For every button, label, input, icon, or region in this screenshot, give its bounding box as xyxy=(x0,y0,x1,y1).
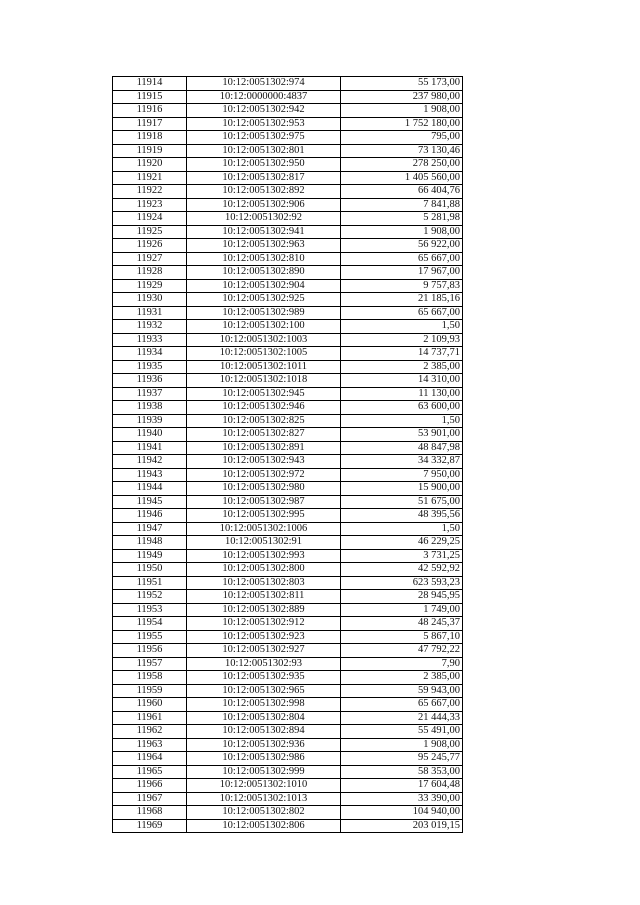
table-row xyxy=(113,509,463,523)
cadastral-value-cell: 15 900,00 xyxy=(341,482,463,496)
cadastral-number-cell: 10:12:0051302:995 xyxy=(187,509,341,523)
table-row xyxy=(113,428,463,442)
table-row xyxy=(113,266,463,280)
cadastral-value-cell: 48 847,98 xyxy=(341,441,463,455)
cadastral-number-cell: 10:12:0051302:972 xyxy=(187,468,341,482)
cadastral-number-cell: 10:12:0051302:93 xyxy=(187,657,341,671)
cadastral-number-cell: 10:12:0051302:912 xyxy=(187,617,341,631)
row-number-cell: 11957 xyxy=(113,657,187,671)
table-row xyxy=(113,495,463,509)
row-number-cell: 11937 xyxy=(113,387,187,401)
cadastral-value-cell: 17 967,00 xyxy=(341,266,463,280)
cadastral-number-cell: 10:12:0051302:950 xyxy=(187,158,341,172)
table-row xyxy=(113,104,463,118)
row-number-cell: 11940 xyxy=(113,428,187,442)
cadastral-value-cell: 46 229,25 xyxy=(341,536,463,550)
cadastral-number-cell: 10:12:0051302:935 xyxy=(187,671,341,685)
row-number-cell: 11960 xyxy=(113,698,187,712)
table-row xyxy=(113,185,463,199)
row-number-cell: 11947 xyxy=(113,522,187,536)
cadastral-number-cell: 10:12:0051302:927 xyxy=(187,644,341,658)
row-number-cell: 11918 xyxy=(113,131,187,145)
table-row xyxy=(113,306,463,320)
cadastral-value-cell: 66 404,76 xyxy=(341,185,463,199)
cadastral-value-cell: 59 943,00 xyxy=(341,684,463,698)
cadastral-number-cell: 10:12:0051302:1003 xyxy=(187,333,341,347)
table-row xyxy=(113,279,463,293)
row-number-cell: 11963 xyxy=(113,738,187,752)
row-number-cell: 11926 xyxy=(113,239,187,253)
table-row xyxy=(113,360,463,374)
row-number-cell: 11919 xyxy=(113,144,187,158)
row-number-cell: 11942 xyxy=(113,455,187,469)
cadastral-value-cell: 47 792,22 xyxy=(341,644,463,658)
cadastral-number-cell: 10:12:0051302:986 xyxy=(187,752,341,766)
cadastral-value-cell: 65 667,00 xyxy=(341,252,463,266)
table-row xyxy=(113,806,463,820)
table-row xyxy=(113,77,463,91)
table-row xyxy=(113,401,463,415)
cadastral-value-cell: 48 395,56 xyxy=(341,509,463,523)
row-number-cell: 11953 xyxy=(113,603,187,617)
cadastral-value-cell: 42 592,92 xyxy=(341,563,463,577)
cadastral-number-cell: 10:12:0051302:974 xyxy=(187,77,341,91)
row-number-cell: 11949 xyxy=(113,549,187,563)
cadastral-number-cell: 10:12:0051302:891 xyxy=(187,441,341,455)
cadastral-number-cell: 10:12:0051302:810 xyxy=(187,252,341,266)
cadastral-number-cell: 10:12:0051302:827 xyxy=(187,428,341,442)
table-row xyxy=(113,590,463,604)
table-row xyxy=(113,738,463,752)
cadastral-value-cell: 48 245,37 xyxy=(341,617,463,631)
cadastral-value-cell: 17 604,48 xyxy=(341,779,463,793)
cadastral-value-cell: 278 250,00 xyxy=(341,158,463,172)
cadastral-value-cell: 2 385,00 xyxy=(341,671,463,685)
row-number-cell: 11934 xyxy=(113,347,187,361)
row-number-cell: 11917 xyxy=(113,117,187,131)
row-number-cell: 11944 xyxy=(113,482,187,496)
cadastral-number-cell: 10:12:0051302:889 xyxy=(187,603,341,617)
row-number-cell: 11925 xyxy=(113,225,187,239)
cadastral-value-cell: 104 940,00 xyxy=(341,806,463,820)
cadastral-value-cell: 1 908,00 xyxy=(341,738,463,752)
cadastral-value-cell: 2 385,00 xyxy=(341,360,463,374)
cadastral-number-cell: 10:12:0051302:1005 xyxy=(187,347,341,361)
cadastral-number-cell: 10:12:0051302:993 xyxy=(187,549,341,563)
table-row xyxy=(113,347,463,361)
cadastral-number-cell: 10:12:0051302:999 xyxy=(187,765,341,779)
row-number-cell: 11923 xyxy=(113,198,187,212)
cadastral-value-cell: 1 908,00 xyxy=(341,104,463,118)
cadastral-number-cell: 10:12:0051302:806 xyxy=(187,819,341,833)
cadastral-number-cell: 10:12:0051302:946 xyxy=(187,401,341,415)
cadastral-value-cell: 623 593,23 xyxy=(341,576,463,590)
table-row xyxy=(113,320,463,334)
table-row xyxy=(113,158,463,172)
cadastral-value-cell: 14 310,00 xyxy=(341,374,463,388)
row-number-cell: 11932 xyxy=(113,320,187,334)
cadastral-value-cell: 34 332,87 xyxy=(341,455,463,469)
cadastral-number-cell: 10:12:0051302:925 xyxy=(187,293,341,307)
table-row xyxy=(113,725,463,739)
cadastral-value-cell: 1 908,00 xyxy=(341,225,463,239)
row-number-cell: 11915 xyxy=(113,90,187,104)
row-number-cell: 11967 xyxy=(113,792,187,806)
cadastral-value-cell: 1 749,00 xyxy=(341,603,463,617)
cadastral-value-cell: 1,50 xyxy=(341,320,463,334)
cadastral-number-cell: 10:12:0051302:941 xyxy=(187,225,341,239)
row-number-cell: 11941 xyxy=(113,441,187,455)
table-body xyxy=(113,77,463,833)
row-number-cell: 11933 xyxy=(113,333,187,347)
table-row xyxy=(113,414,463,428)
cadastral-value-cell: 795,00 xyxy=(341,131,463,145)
cadastral-value-cell: 11 130,00 xyxy=(341,387,463,401)
row-number-cell: 11952 xyxy=(113,590,187,604)
cadastral-number-cell: 10:12:0051302:980 xyxy=(187,482,341,496)
table-row xyxy=(113,644,463,658)
cadastral-number-cell: 10:12:0051302:987 xyxy=(187,495,341,509)
cadastral-number-cell: 10:12:0051302:953 xyxy=(187,117,341,131)
cadastral-value-cell: 28 945,95 xyxy=(341,590,463,604)
row-number-cell: 11927 xyxy=(113,252,187,266)
row-number-cell: 11921 xyxy=(113,171,187,185)
table-row xyxy=(113,468,463,482)
table-row xyxy=(113,441,463,455)
table-row xyxy=(113,212,463,226)
row-number-cell: 11962 xyxy=(113,725,187,739)
cadastral-number-cell: 10:12:0051302:825 xyxy=(187,414,341,428)
table-row xyxy=(113,617,463,631)
row-number-cell: 11968 xyxy=(113,806,187,820)
table-row xyxy=(113,252,463,266)
cadastral-value-cell: 1 752 180,00 xyxy=(341,117,463,131)
cadastral-value-cell: 5 281,98 xyxy=(341,212,463,226)
cadastral-value-cell: 7 841,88 xyxy=(341,198,463,212)
row-number-cell: 11964 xyxy=(113,752,187,766)
table-row xyxy=(113,819,463,833)
cadastral-value-cell: 1 405 560,00 xyxy=(341,171,463,185)
cadastral-value-cell: 7 950,00 xyxy=(341,468,463,482)
row-number-cell: 11928 xyxy=(113,266,187,280)
table-row xyxy=(113,752,463,766)
cadastral-number-cell: 10:12:0051302:942 xyxy=(187,104,341,118)
table-row xyxy=(113,225,463,239)
cadastral-number-cell: 10:12:0051302:1013 xyxy=(187,792,341,806)
row-number-cell: 11965 xyxy=(113,765,187,779)
cadastral-number-cell: 10:12:0051302:892 xyxy=(187,185,341,199)
table-row xyxy=(113,603,463,617)
row-number-cell: 11950 xyxy=(113,563,187,577)
row-number-cell: 11924 xyxy=(113,212,187,226)
cadastral-value-cell: 63 600,00 xyxy=(341,401,463,415)
row-number-cell: 11946 xyxy=(113,509,187,523)
cadastral-value-cell: 53 901,00 xyxy=(341,428,463,442)
row-number-cell: 11938 xyxy=(113,401,187,415)
cadastral-value-cell: 55 491,00 xyxy=(341,725,463,739)
cadastral-value-cell: 55 173,00 xyxy=(341,77,463,91)
cadastral-number-cell: 10:12:0051302:100 xyxy=(187,320,341,334)
cadastral-value-cell: 1,50 xyxy=(341,414,463,428)
table-row xyxy=(113,698,463,712)
cadastral-number-cell: 10:12:0051302:91 xyxy=(187,536,341,550)
table-row xyxy=(113,455,463,469)
cadastral-number-cell: 10:12:0051302:803 xyxy=(187,576,341,590)
table-row xyxy=(113,198,463,212)
table-row xyxy=(113,131,463,145)
cadastral-number-cell: 10:12:0051302:801 xyxy=(187,144,341,158)
cadastral-number-cell: 10:12:0051302:904 xyxy=(187,279,341,293)
row-number-cell: 11936 xyxy=(113,374,187,388)
row-number-cell: 11955 xyxy=(113,630,187,644)
cadastral-value-cell: 21 444,33 xyxy=(341,711,463,725)
row-number-cell: 11914 xyxy=(113,77,187,91)
table-row xyxy=(113,90,463,104)
row-number-cell: 11930 xyxy=(113,293,187,307)
cadastral-value-cell: 237 980,00 xyxy=(341,90,463,104)
table-row xyxy=(113,711,463,725)
cadastral-number-cell: 10:12:0051302:906 xyxy=(187,198,341,212)
row-number-cell: 11961 xyxy=(113,711,187,725)
cadastral-number-cell: 10:12:0051302:800 xyxy=(187,563,341,577)
row-number-cell: 11935 xyxy=(113,360,187,374)
cadastral-value-cell: 203 019,15 xyxy=(341,819,463,833)
cadastral-value-cell: 65 667,00 xyxy=(341,306,463,320)
row-number-cell: 11922 xyxy=(113,185,187,199)
cadastral-number-cell: 10:12:0051302:1010 xyxy=(187,779,341,793)
cadastral-value-cell: 73 130,46 xyxy=(341,144,463,158)
table-row xyxy=(113,630,463,644)
table-row xyxy=(113,549,463,563)
row-number-cell: 11939 xyxy=(113,414,187,428)
cadastral-number-cell: 10:12:0051302:936 xyxy=(187,738,341,752)
cadastral-number-cell: 10:12:0051302:804 xyxy=(187,711,341,725)
row-number-cell: 11958 xyxy=(113,671,187,685)
table-row xyxy=(113,482,463,496)
table-row xyxy=(113,563,463,577)
cadastral-number-cell: 10:12:0051302:945 xyxy=(187,387,341,401)
table-row xyxy=(113,293,463,307)
cadastral-number-cell: 10:12:0051302:890 xyxy=(187,266,341,280)
row-number-cell: 11945 xyxy=(113,495,187,509)
table-row xyxy=(113,522,463,536)
row-number-cell: 11951 xyxy=(113,576,187,590)
cadastral-number-cell: 10:12:0051302:963 xyxy=(187,239,341,253)
row-number-cell: 11931 xyxy=(113,306,187,320)
cadastral-value-cell: 95 245,77 xyxy=(341,752,463,766)
cadastral-value-cell: 58 353,00 xyxy=(341,765,463,779)
row-number-cell: 11948 xyxy=(113,536,187,550)
table-row xyxy=(113,117,463,131)
cadastral-number-cell: 10:12:0051302:1011 xyxy=(187,360,341,374)
table-row xyxy=(113,671,463,685)
table-row xyxy=(113,387,463,401)
row-number-cell: 11954 xyxy=(113,617,187,631)
cadastral-value-table xyxy=(112,76,463,833)
table-row xyxy=(113,792,463,806)
cadastral-value-cell: 14 737,71 xyxy=(341,347,463,361)
cadastral-value-cell: 65 667,00 xyxy=(341,698,463,712)
cadastral-value-cell: 56 922,00 xyxy=(341,239,463,253)
cadastral-value-cell: 51 675,00 xyxy=(341,495,463,509)
table-row xyxy=(113,171,463,185)
cadastral-value-cell: 7,90 xyxy=(341,657,463,671)
cadastral-number-cell: 10:12:0051302:1006 xyxy=(187,522,341,536)
table-row xyxy=(113,374,463,388)
table-row xyxy=(113,333,463,347)
row-number-cell: 11943 xyxy=(113,468,187,482)
cadastral-number-cell: 10:12:0051302:989 xyxy=(187,306,341,320)
cadastral-value-cell: 1,50 xyxy=(341,522,463,536)
cadastral-number-cell: 10:12:0000000:4837 xyxy=(187,90,341,104)
table-row xyxy=(113,684,463,698)
cadastral-number-cell: 10:12:0051302:811 xyxy=(187,590,341,604)
table-row xyxy=(113,144,463,158)
table-row xyxy=(113,239,463,253)
cadastral-number-cell: 10:12:0051302:92 xyxy=(187,212,341,226)
row-number-cell: 11969 xyxy=(113,819,187,833)
cadastral-value-cell: 2 109,93 xyxy=(341,333,463,347)
cadastral-value-cell: 33 390,00 xyxy=(341,792,463,806)
row-number-cell: 11916 xyxy=(113,104,187,118)
cadastral-number-cell: 10:12:0051302:894 xyxy=(187,725,341,739)
cadastral-number-cell: 10:12:0051302:975 xyxy=(187,131,341,145)
cadastral-number-cell: 10:12:0051302:802 xyxy=(187,806,341,820)
row-number-cell: 11966 xyxy=(113,779,187,793)
cadastral-value-cell: 9 757,83 xyxy=(341,279,463,293)
cadastral-number-cell: 10:12:0051302:965 xyxy=(187,684,341,698)
cadastral-value-cell: 3 731,25 xyxy=(341,549,463,563)
table-row xyxy=(113,779,463,793)
row-number-cell: 11929 xyxy=(113,279,187,293)
row-number-cell: 11956 xyxy=(113,644,187,658)
table-row xyxy=(113,657,463,671)
table-row xyxy=(113,536,463,550)
cadastral-number-cell: 10:12:0051302:943 xyxy=(187,455,341,469)
cadastral-number-cell: 10:12:0051302:998 xyxy=(187,698,341,712)
cadastral-value-cell: 21 185,16 xyxy=(341,293,463,307)
cadastral-number-cell: 10:12:0051302:817 xyxy=(187,171,341,185)
row-number-cell: 11920 xyxy=(113,158,187,172)
cadastral-number-cell: 10:12:0051302:923 xyxy=(187,630,341,644)
row-number-cell: 11959 xyxy=(113,684,187,698)
cadastral-value-cell: 5 867,10 xyxy=(341,630,463,644)
table-row xyxy=(113,576,463,590)
cadastral-number-cell: 10:12:0051302:1018 xyxy=(187,374,341,388)
table-row xyxy=(113,765,463,779)
